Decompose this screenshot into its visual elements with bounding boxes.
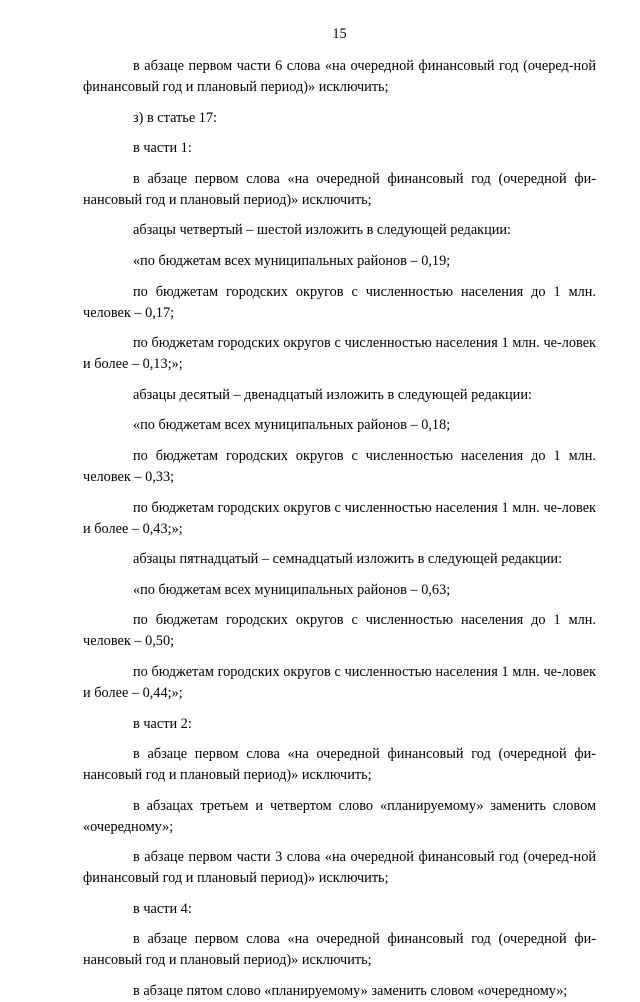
paragraph: абзацы пятнадцатый – семнадцатый изложить в следующей редакции: bbox=[133, 551, 563, 568]
paragraph: в абзаце первом слова «на очередной финансовый год (очередной фи-нансовый год и плановый период)» исключить; bbox=[83, 746, 596, 784]
paragraph: в абзаце первом части 3 слова «на очередной финансовый год (очеред-ной финансовый год и плановый период)» исключить; bbox=[83, 849, 596, 887]
paragraph: в абзаце первом слова «на очередной финансовый год (очередной фи-нансовый год и плановый период)» исключить; bbox=[83, 931, 596, 969]
paragraph: «по бюджетам всех муниципальных районов – 0,63; bbox=[133, 581, 451, 598]
paragraph: по бюджетам городских округов с численностью населения до 1 млн. человек – 0,33; bbox=[83, 447, 596, 485]
paragraph: в абзацах третьем и четвертом слово «планируемому» заменить словом «очередному»; bbox=[83, 797, 596, 835]
paragraph: в части 2: bbox=[133, 715, 192, 732]
paragraph: «по бюджетам всех муниципальных районов – 0,19; bbox=[133, 252, 451, 269]
paragraph: по бюджетам городских округов с численностью населения 1 млн. че-ловек и более – 0,13;»; bbox=[83, 335, 596, 373]
page-number: 15 bbox=[332, 26, 347, 42]
paragraph: в абзаце первом слова «на очередной финансовый год (очередной фи-нансовый год и плановый период)» исключить; bbox=[83, 170, 596, 208]
paragraph: по бюджетам городских округов с численностью населения до 1 млн. человек – 0,50; bbox=[83, 612, 596, 650]
paragraph: «по бюджетам всех муниципальных районов – 0,18; bbox=[133, 417, 451, 434]
paragraph: в части 4: bbox=[133, 900, 192, 917]
paragraph: по бюджетам городских округов с численностью населения 1 млн. че-ловек и более – 0,43;»; bbox=[83, 499, 596, 537]
paragraph: в части 1: bbox=[133, 140, 192, 157]
paragraph: абзацы десятый – двенадцатый изложить в следующей редакции: bbox=[133, 386, 532, 403]
paragraph: абзацы четвертый – шестой изложить в следующей редакции: bbox=[133, 222, 512, 239]
paragraph: в абзаце пятом слово «планируемому» заменить словом «очередному»; bbox=[133, 983, 568, 1000]
paragraph: по бюджетам городских округов с численностью населения 1 млн. че-ловек и более – 0,44;»; bbox=[83, 663, 596, 701]
paragraph: в абзаце первом части 6 слова «на очередной финансовый год (очеред-ной финансовый год и плановый период)» исключить; bbox=[83, 58, 596, 95]
paragraph: по бюджетам городских округов с численностью населения до 1 млн. человек – 0,17; bbox=[83, 283, 596, 321]
paragraph: з) в статье 17: bbox=[133, 109, 218, 126]
